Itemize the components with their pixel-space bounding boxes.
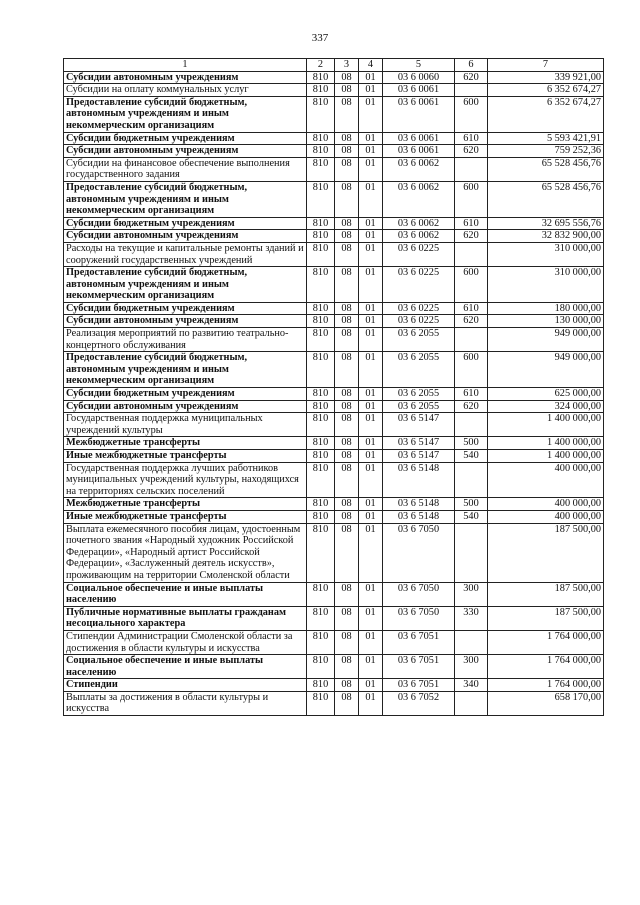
row-code-3: 08 — [335, 302, 359, 315]
row-code-4: 01 — [359, 630, 383, 654]
row-code-5: 03 6 7052 — [383, 691, 455, 715]
row-code-4: 01 — [359, 242, 383, 266]
row-code-2: 810 — [307, 181, 335, 217]
row-code-3: 08 — [335, 413, 359, 437]
row-code-4: 01 — [359, 450, 383, 463]
table-row — [64, 132, 604, 145]
row-code-6: 600 — [455, 181, 488, 217]
row-amount: 187 500,00 — [488, 523, 604, 582]
row-code-6: 500 — [455, 498, 488, 511]
row-amount: 180 000,00 — [488, 302, 604, 315]
row-code-2: 810 — [307, 582, 335, 606]
table-row — [64, 217, 604, 230]
row-code-3: 08 — [335, 242, 359, 266]
row-code-6 — [455, 523, 488, 582]
row-code-3: 08 — [335, 582, 359, 606]
header-col-6: 6 — [455, 59, 488, 72]
row-amount: 1 764 000,00 — [488, 655, 604, 679]
row-code-4: 01 — [359, 315, 383, 328]
row-amount: 32 832 900,00 — [488, 230, 604, 243]
row-code-4: 01 — [359, 145, 383, 158]
header-col-1: 1 — [64, 59, 307, 72]
row-amount: 65 528 456,76 — [488, 181, 604, 217]
table-row — [64, 230, 604, 243]
row-code-2: 810 — [307, 315, 335, 328]
row-code-6: 620 — [455, 400, 488, 413]
table-row — [64, 462, 604, 498]
row-name: Социальное обеспечение и иные выплаты населению — [64, 582, 307, 606]
row-name: Субсидии бюджетным учреждениям — [64, 388, 307, 401]
table-row — [64, 96, 604, 132]
row-name: Предоставление субсидий бюджетным, автономным учреждениям и иным некоммерческим организациям — [64, 181, 307, 217]
row-name: Расходы на текущие и капитальные ремонты зданий и сооружений государственных учреждений — [64, 242, 307, 266]
row-code-3: 08 — [335, 523, 359, 582]
row-name: Субсидии автономным учреждениям — [64, 230, 307, 243]
row-code-5: 03 6 0062 — [383, 181, 455, 217]
row-code-5: 03 6 0061 — [383, 96, 455, 132]
row-code-3: 08 — [335, 315, 359, 328]
row-name: Предоставление субсидий бюджетным, автономным учреждениям и иным некоммерческим организациям — [64, 267, 307, 303]
row-code-2: 810 — [307, 400, 335, 413]
row-name: Предоставление субсидий бюджетным, автономным учреждениям и иным некоммерческим организациям — [64, 352, 307, 388]
row-code-4: 01 — [359, 267, 383, 303]
row-code-5: 03 6 0061 — [383, 84, 455, 97]
row-code-2: 810 — [307, 217, 335, 230]
row-code-3: 08 — [335, 71, 359, 84]
row-name: Субсидии на финансовое обеспечение выполнения государственного задания — [64, 157, 307, 181]
row-code-6: 600 — [455, 96, 488, 132]
table-row — [64, 267, 604, 303]
row-code-6: 330 — [455, 606, 488, 630]
row-code-5: 03 6 7051 — [383, 679, 455, 692]
row-code-3: 08 — [335, 630, 359, 654]
row-code-2: 810 — [307, 132, 335, 145]
row-code-2: 810 — [307, 145, 335, 158]
row-code-2: 810 — [307, 267, 335, 303]
row-code-4: 01 — [359, 157, 383, 181]
row-amount: 310 000,00 — [488, 242, 604, 266]
row-code-6: 610 — [455, 217, 488, 230]
row-amount: 310 000,00 — [488, 267, 604, 303]
row-code-2: 810 — [307, 388, 335, 401]
row-name: Публичные нормативные выплаты гражданам несоциального характера — [64, 606, 307, 630]
row-amount: 949 000,00 — [488, 352, 604, 388]
row-amount: 625 000,00 — [488, 388, 604, 401]
row-code-4: 01 — [359, 84, 383, 97]
row-code-5: 03 6 0062 — [383, 217, 455, 230]
row-code-5: 03 6 0062 — [383, 230, 455, 243]
row-name: Иные межбюджетные трансферты — [64, 510, 307, 523]
row-code-5: 03 6 0061 — [383, 145, 455, 158]
row-name: Субсидии бюджетным учреждениям — [64, 132, 307, 145]
row-code-3: 08 — [335, 655, 359, 679]
row-code-4: 01 — [359, 655, 383, 679]
row-code-4: 01 — [359, 413, 383, 437]
row-code-4: 01 — [359, 679, 383, 692]
row-name: Субсидии автономным учреждениям — [64, 71, 307, 84]
row-code-5: 03 6 2055 — [383, 400, 455, 413]
row-name: Субсидии бюджетным учреждениям — [64, 302, 307, 315]
row-code-5: 03 6 0061 — [383, 132, 455, 145]
header-col-2: 2 — [307, 59, 335, 72]
row-code-5: 03 6 0225 — [383, 315, 455, 328]
row-code-3: 08 — [335, 691, 359, 715]
row-code-6: 620 — [455, 71, 488, 84]
row-code-2: 810 — [307, 157, 335, 181]
row-amount: 324 000,00 — [488, 400, 604, 413]
row-amount: 400 000,00 — [488, 510, 604, 523]
row-code-5: 03 6 2055 — [383, 388, 455, 401]
row-code-5: 03 6 0225 — [383, 302, 455, 315]
row-code-5: 03 6 2055 — [383, 352, 455, 388]
row-code-3: 08 — [335, 462, 359, 498]
row-code-6 — [455, 413, 488, 437]
table-body — [64, 71, 604, 715]
row-code-6: 500 — [455, 437, 488, 450]
row-code-5: 03 6 7050 — [383, 582, 455, 606]
row-code-6: 610 — [455, 132, 488, 145]
table-row — [64, 315, 604, 328]
row-code-5: 03 6 0060 — [383, 71, 455, 84]
row-code-4: 01 — [359, 498, 383, 511]
row-code-2: 810 — [307, 230, 335, 243]
table-row — [64, 655, 604, 679]
row-code-2: 810 — [307, 96, 335, 132]
row-amount: 187 500,00 — [488, 582, 604, 606]
row-name: Реализация мероприятий по развитию театрально-концертного обслуживания — [64, 328, 307, 352]
row-code-5: 03 6 7051 — [383, 630, 455, 654]
row-code-4: 01 — [359, 71, 383, 84]
table-row — [64, 400, 604, 413]
row-amount: 5 593 421,91 — [488, 132, 604, 145]
row-code-3: 08 — [335, 679, 359, 692]
row-code-4: 01 — [359, 437, 383, 450]
header-col-5: 5 — [383, 59, 455, 72]
row-code-2: 810 — [307, 352, 335, 388]
row-code-2: 810 — [307, 71, 335, 84]
table-row — [64, 498, 604, 511]
table-row — [64, 71, 604, 84]
table-row — [64, 388, 604, 401]
row-amount: 1 400 000,00 — [488, 450, 604, 463]
table-row — [64, 691, 604, 715]
row-code-4: 01 — [359, 582, 383, 606]
row-code-2: 810 — [307, 450, 335, 463]
row-code-6: 620 — [455, 315, 488, 328]
row-code-3: 08 — [335, 510, 359, 523]
table-row — [64, 84, 604, 97]
row-amount: 130 000,00 — [488, 315, 604, 328]
row-amount: 759 252,36 — [488, 145, 604, 158]
row-amount: 400 000,00 — [488, 462, 604, 498]
row-code-2: 810 — [307, 498, 335, 511]
row-name: Выплата ежемесячного пособия лицам, удостоенным почетного звания «Народный художник Российской Федерации», «Народный артист Российской Федерации», «Заслуженный деятель искусств», проживающим на территории Смоленской области — [64, 523, 307, 582]
row-code-3: 08 — [335, 400, 359, 413]
table-row — [64, 145, 604, 158]
row-name: Выплаты за достижения в области культуры и искусства — [64, 691, 307, 715]
row-code-3: 08 — [335, 352, 359, 388]
row-name: Стипендии Администрации Смоленской области за достижения в области культуры и искусства — [64, 630, 307, 654]
row-amount: 6 352 674,27 — [488, 96, 604, 132]
row-name: Государственная поддержка лучших работников муниципальных учреждений культуры, находящихся на территориях сельских поселений — [64, 462, 307, 498]
table-row — [64, 242, 604, 266]
row-code-6: 620 — [455, 230, 488, 243]
row-code-3: 08 — [335, 217, 359, 230]
row-code-3: 08 — [335, 606, 359, 630]
table-row — [64, 523, 604, 582]
row-code-2: 810 — [307, 510, 335, 523]
row-name: Межбюджетные трансферты — [64, 437, 307, 450]
table-row — [64, 450, 604, 463]
row-code-4: 01 — [359, 510, 383, 523]
row-code-3: 08 — [335, 498, 359, 511]
row-code-4: 01 — [359, 388, 383, 401]
row-code-2: 810 — [307, 413, 335, 437]
row-code-2: 810 — [307, 523, 335, 582]
table-row — [64, 437, 604, 450]
row-code-3: 08 — [335, 145, 359, 158]
row-amount: 6 352 674,27 — [488, 84, 604, 97]
row-code-5: 03 6 2055 — [383, 328, 455, 352]
row-code-4: 01 — [359, 132, 383, 145]
table-row — [64, 352, 604, 388]
row-name: Иные межбюджетные трансферты — [64, 450, 307, 463]
table-row — [64, 679, 604, 692]
row-code-4: 01 — [359, 181, 383, 217]
row-code-3: 08 — [335, 328, 359, 352]
row-code-4: 01 — [359, 606, 383, 630]
row-code-2: 810 — [307, 630, 335, 654]
row-name: Субсидии автономным учреждениям — [64, 145, 307, 158]
row-amount: 400 000,00 — [488, 498, 604, 511]
row-name: Государственная поддержка муниципальных учреждений культуры — [64, 413, 307, 437]
row-code-4: 01 — [359, 96, 383, 132]
row-code-6 — [455, 84, 488, 97]
row-amount: 32 695 556,76 — [488, 217, 604, 230]
row-code-2: 810 — [307, 655, 335, 679]
row-code-3: 08 — [335, 84, 359, 97]
row-code-3: 08 — [335, 388, 359, 401]
row-code-5: 03 6 7050 — [383, 606, 455, 630]
row-code-6: 540 — [455, 450, 488, 463]
row-amount: 1 764 000,00 — [488, 630, 604, 654]
table-row — [64, 302, 604, 315]
row-code-2: 810 — [307, 437, 335, 450]
row-amount: 949 000,00 — [488, 328, 604, 352]
row-code-5: 03 6 7051 — [383, 655, 455, 679]
row-code-4: 01 — [359, 217, 383, 230]
row-name: Предоставление субсидий бюджетным, автономным учреждениям и иным некоммерческим организациям — [64, 96, 307, 132]
row-code-5: 03 6 0062 — [383, 157, 455, 181]
row-amount: 658 170,00 — [488, 691, 604, 715]
row-code-2: 810 — [307, 242, 335, 266]
row-name: Субсидии бюджетным учреждениям — [64, 217, 307, 230]
row-code-6: 620 — [455, 145, 488, 158]
row-code-3: 08 — [335, 230, 359, 243]
row-code-6 — [455, 691, 488, 715]
row-code-4: 01 — [359, 302, 383, 315]
row-code-5: 03 6 0225 — [383, 267, 455, 303]
row-code-4: 01 — [359, 523, 383, 582]
row-amount: 1 400 000,00 — [488, 437, 604, 450]
header-col-4: 4 — [359, 59, 383, 72]
table-row — [64, 181, 604, 217]
row-code-3: 08 — [335, 157, 359, 181]
row-name: Межбюджетные трансферты — [64, 498, 307, 511]
table-row — [64, 157, 604, 181]
row-code-6: 600 — [455, 352, 488, 388]
table-row — [64, 630, 604, 654]
row-code-4: 01 — [359, 328, 383, 352]
row-code-3: 08 — [335, 437, 359, 450]
row-code-5: 03 6 5148 — [383, 510, 455, 523]
row-code-4: 01 — [359, 400, 383, 413]
table-row — [64, 606, 604, 630]
header-col-7: 7 — [488, 59, 604, 72]
row-code-4: 01 — [359, 230, 383, 243]
row-code-6: 540 — [455, 510, 488, 523]
row-code-5: 03 6 5147 — [383, 437, 455, 450]
page-number: 337 — [311, 32, 329, 44]
row-name: Субсидии на оплату коммунальных услуг — [64, 84, 307, 97]
row-code-6: 340 — [455, 679, 488, 692]
row-code-5: 03 6 0225 — [383, 242, 455, 266]
row-code-3: 08 — [335, 181, 359, 217]
row-name: Субсидии автономным учреждениям — [64, 400, 307, 413]
table-row — [64, 582, 604, 606]
row-code-2: 810 — [307, 606, 335, 630]
row-code-3: 08 — [335, 267, 359, 303]
row-code-6 — [455, 157, 488, 181]
row-code-3: 08 — [335, 450, 359, 463]
row-code-5: 03 6 5148 — [383, 498, 455, 511]
row-code-2: 810 — [307, 84, 335, 97]
row-name: Субсидии автономным учреждениям — [64, 315, 307, 328]
row-amount: 187 500,00 — [488, 606, 604, 630]
row-code-6: 300 — [455, 582, 488, 606]
row-code-6 — [455, 242, 488, 266]
row-amount: 1 764 000,00 — [488, 679, 604, 692]
row-code-5: 03 6 5147 — [383, 413, 455, 437]
row-code-2: 810 — [307, 328, 335, 352]
row-code-6 — [455, 328, 488, 352]
table-row — [64, 328, 604, 352]
row-code-4: 01 — [359, 352, 383, 388]
row-code-5: 03 6 5148 — [383, 462, 455, 498]
row-code-6 — [455, 630, 488, 654]
table-row — [64, 510, 604, 523]
row-code-5: 03 6 5147 — [383, 450, 455, 463]
row-name: Социальное обеспечение и иные выплаты населению — [64, 655, 307, 679]
row-amount: 339 921,00 — [488, 71, 604, 84]
row-code-2: 810 — [307, 302, 335, 315]
row-code-3: 08 — [335, 96, 359, 132]
row-code-6 — [455, 462, 488, 498]
row-code-6: 610 — [455, 388, 488, 401]
row-amount: 65 528 456,76 — [488, 157, 604, 181]
row-code-6: 300 — [455, 655, 488, 679]
budget-table — [63, 58, 604, 716]
row-code-2: 810 — [307, 691, 335, 715]
row-amount: 1 400 000,00 — [488, 413, 604, 437]
row-code-5: 03 6 7050 — [383, 523, 455, 582]
header-col-3: 3 — [335, 59, 359, 72]
row-code-6: 610 — [455, 302, 488, 315]
row-code-4: 01 — [359, 462, 383, 498]
row-code-6: 600 — [455, 267, 488, 303]
row-code-4: 01 — [359, 691, 383, 715]
table-header-row — [64, 59, 604, 72]
row-code-2: 810 — [307, 679, 335, 692]
row-code-3: 08 — [335, 132, 359, 145]
row-name: Стипендии — [64, 679, 307, 692]
table-row — [64, 413, 604, 437]
row-code-2: 810 — [307, 462, 335, 498]
